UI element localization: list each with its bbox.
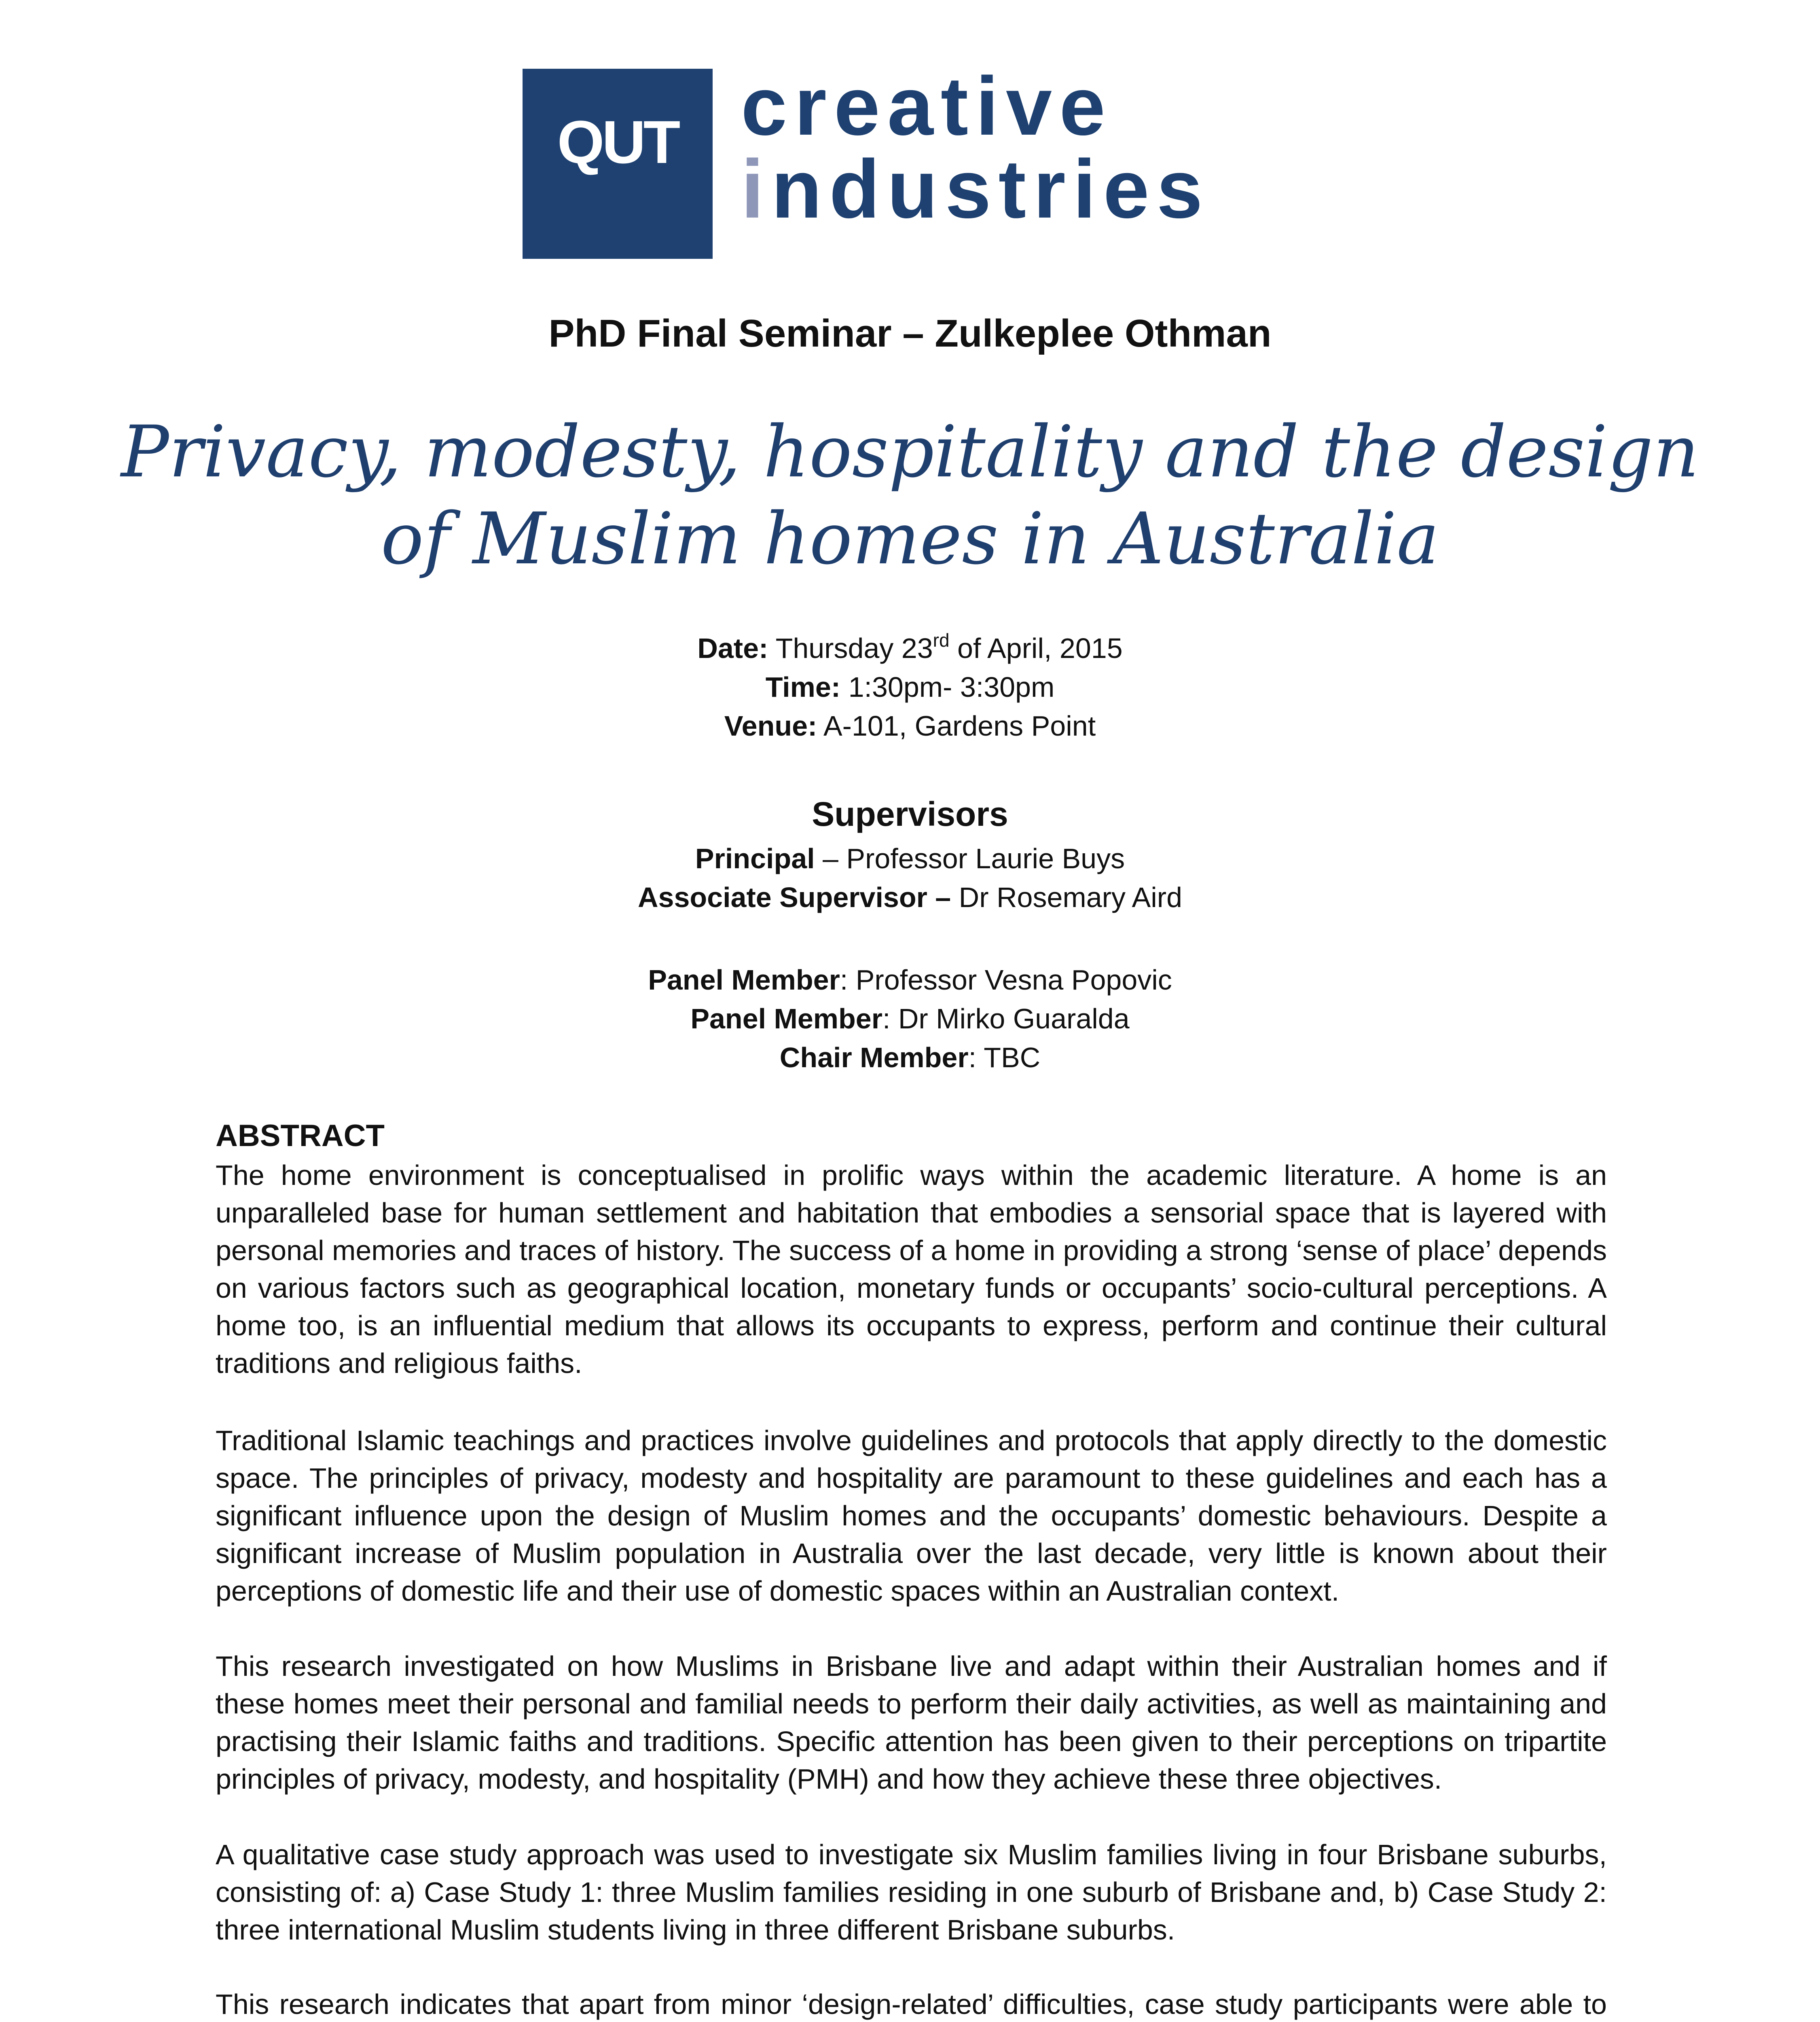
- logo-word-industries: [741, 143, 1210, 235]
- seminar-heading: PhD Final Seminar – Zulkeplee Othman: [548, 312, 1272, 355]
- thesis-title: [0, 408, 1820, 582]
- venue-label: Venue:: [724, 710, 817, 742]
- panel-members-list: [0, 960, 1820, 1077]
- chair-member-label: Chair Member: [779, 1042, 969, 1073]
- logo-mark-text: QUT: [557, 108, 678, 176]
- supervisors-heading: Supervisors: [812, 795, 1008, 833]
- associate-supervisor: [0, 878, 1820, 917]
- principal-supervisor: [0, 839, 1820, 878]
- date-value-pre: Thursday 23: [775, 632, 933, 664]
- thesis-title-line-1: Privacy, modesty, hospitality and the design: [121, 410, 1699, 493]
- seminar-details: [0, 629, 1820, 745]
- panel-member-1-label: Panel Member: [648, 964, 840, 996]
- chair-member: [0, 1038, 1820, 1077]
- abstract-paragraph: This research indicates that apart from minor ‘design-related’ difficulties, case study participants were able to: [216, 1988, 1607, 2020]
- venue-value: A-101, Gardens Point: [823, 710, 1096, 742]
- panel-member-2: [0, 999, 1820, 1038]
- abstract-paragraph: The home environment is conceptualised in prolific ways within the academic literature. A home is an unparalleled base for human settlement and habitation that embodies a sensorial space that is layered with personal memories and traces of history. The success of a home in providing a strong ‘sense of place’ depends on various factors such as geographical location, monetary funds or occupants’ socio-cultural perceptions. A home too, is an influential medium that allows its occupants to express, perform and continue their cultural traditions and religious faiths.: [216, 1159, 1607, 1379]
- date-suffix: rd: [933, 630, 950, 651]
- time-value: 1:30pm- 3:30pm: [848, 671, 1055, 703]
- qut-creative-industries-logo: [523, 60, 1323, 259]
- venue-line: [0, 706, 1820, 745]
- panel-member-2-name: : Dr Mirko Guaralda: [882, 1003, 1130, 1034]
- abstract-paragraph: Traditional Islamic teachings and practices involve guidelines and protocols that apply directly to the domestic space. The principles of privacy, modesty and hospitality are paramount to these guidelines and each has a significant influence upon the design of Muslim homes and the occupants’ domestic behaviours. Despite a significant increase of Muslim population in Australia over the last decade, very little is known about their perceptions of domestic life and their use of domestic spaces within an Australian context.: [216, 1425, 1607, 1607]
- qut-logo-mark: [523, 69, 713, 259]
- panel-member-1: [0, 960, 1820, 999]
- time-line: [0, 668, 1820, 706]
- associate-label: Associate Supervisor –: [637, 882, 951, 913]
- panel-member-2-label: Panel Member: [690, 1003, 882, 1034]
- date-line: [0, 629, 1820, 668]
- panel-member-1-name: : Professor Vesna Popovic: [840, 964, 1172, 996]
- date-label: Date:: [697, 632, 768, 664]
- associate-name: Dr Rosemary Aird: [959, 882, 1183, 913]
- abstract-paragraph: This research investigated on how Muslims in Brisbane live and adapt within their Australian homes and if these homes meet their personal and familial needs to perform their daily activities, as well as maintaining and practising their Islamic faiths and traditions. Specific attention has been given to their perceptions on tripartite principles of privacy, modesty, and hospitality (PMH) and how they achieve these three objectives.: [216, 1650, 1607, 1795]
- logo-word-industries-initial: i: [741, 143, 771, 235]
- date-value-post: of April, 2015: [957, 632, 1123, 664]
- logo-word-creative: creative: [741, 60, 1113, 152]
- supervisors-list: [0, 839, 1820, 917]
- thesis-title-line-2: of Muslim homes in Australia: [381, 497, 1439, 580]
- chair-member-name: : TBC: [968, 1042, 1041, 1073]
- principal-label: Principal: [695, 843, 815, 874]
- time-label: Time:: [765, 671, 841, 703]
- logo-word-industries-rest: ndustries: [771, 143, 1210, 235]
- abstract-paragraph: A qualitative case study approach was used to investigate six Muslim families living in four Brisbane suburbs, consisting of: a) Case Study 1: three Muslim families residing in one suburb of Brisbane and, b) Case Study 2: three international Muslim students living in three different Brisbane suburbs.: [216, 1839, 1607, 1946]
- abstract-heading: ABSTRACT: [216, 1119, 385, 1153]
- principal-name: – Professor Laurie Buys: [823, 843, 1125, 874]
